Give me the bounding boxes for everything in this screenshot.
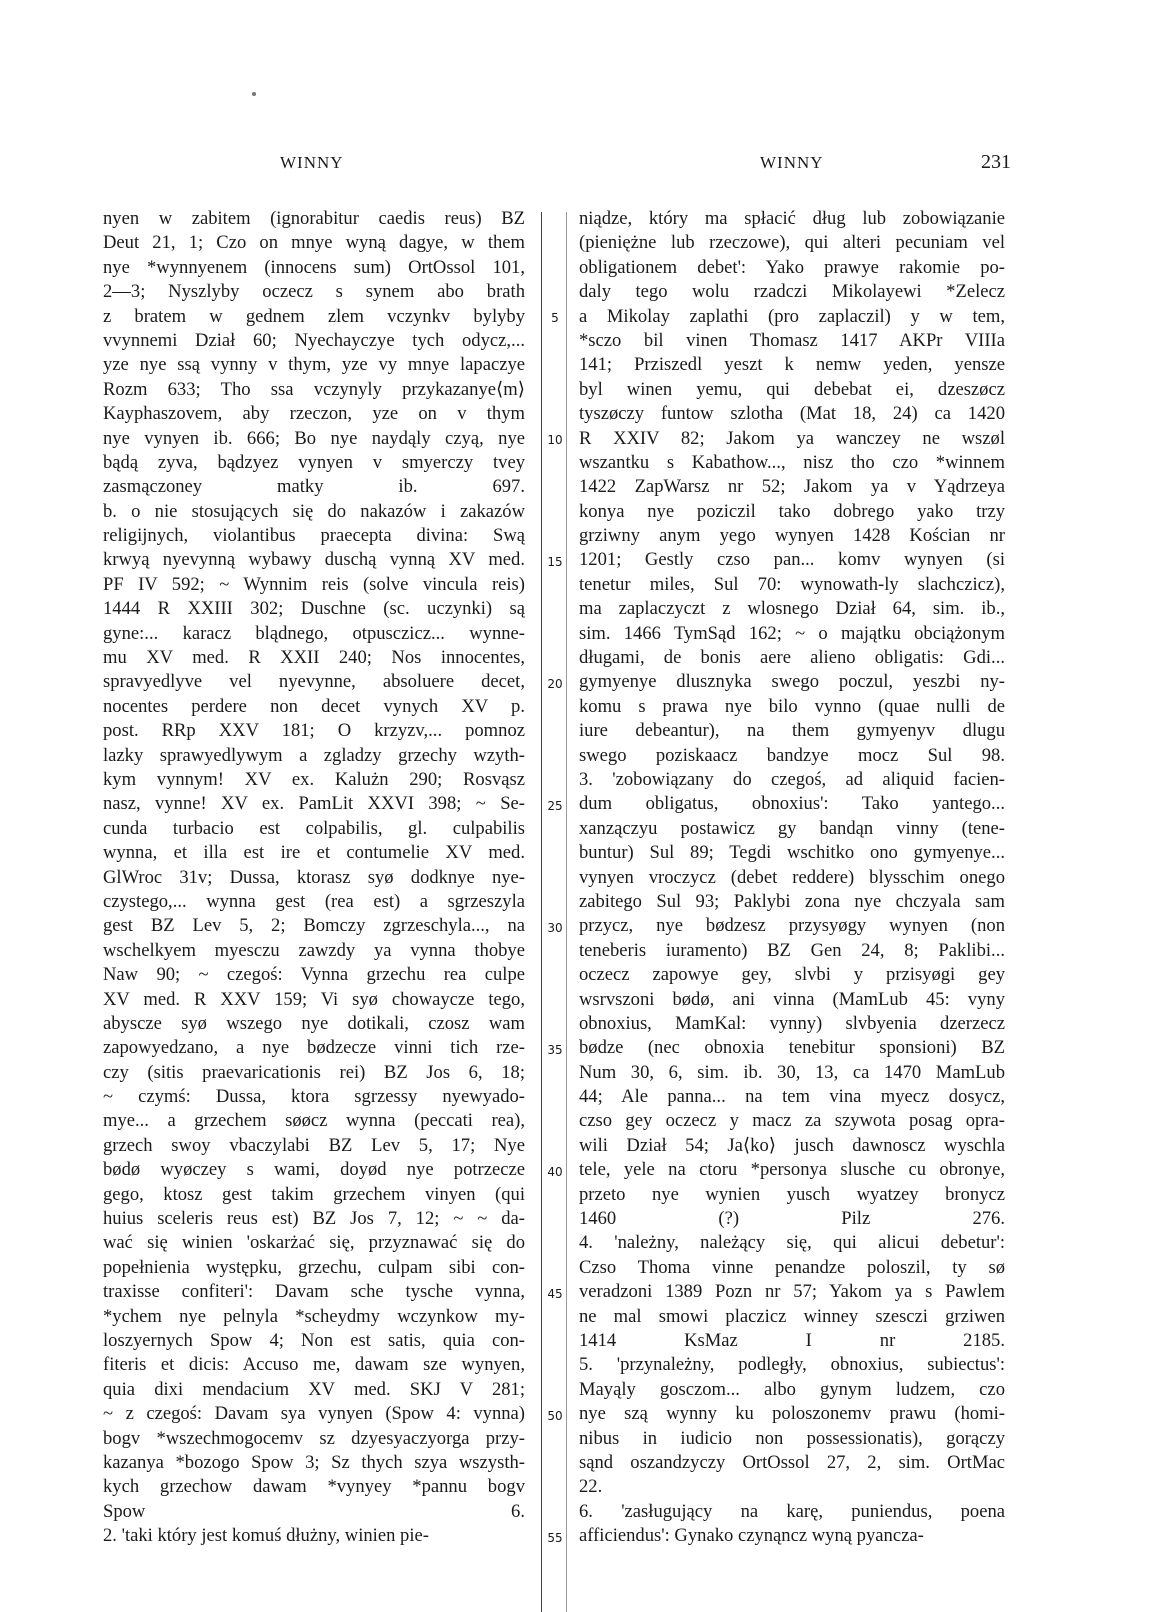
right-column-line: wsrvszoni bødø, ani vinna (MamLub 45: vyny <box>579 988 1005 1010</box>
left-column-line: gego, ktosz gest takim grzechem vinyen (qui <box>103 1183 525 1205</box>
left-column-line: bądą zyva, bądzyez vynyen v smyerczy tvey <box>103 451 525 473</box>
left-column-line: nyen w zabitem (ignorabitur caedis reus) BZ <box>103 208 525 229</box>
right-column-line: 1422 ZapWarsz nr 52; Jakom ya v Yądrzeya <box>579 476 1005 498</box>
line-number: 20 <box>547 676 563 691</box>
left-column-line: zapowyedzano, a nye bødzecze vinni tich rze- <box>103 1037 525 1059</box>
left-column-line: 2—3; Nyszlyby oczecz s synem abo brath <box>103 281 525 303</box>
left-column-line: religijnych, violantibus praecepta divina: Swą <box>103 525 525 547</box>
right-column-line: byl winen yemu, qui debebat ei, dzeszøcz <box>579 378 1005 400</box>
right-column-line: komu s prawa nye bilo vynno (quae nulli de <box>579 695 1005 717</box>
right-column-line: gymyenye dlusznyka swego poczul, yeszbi ny- <box>579 671 1005 693</box>
left-column-line: XV med. R XXV 159; Vi syø chowaycze tego, <box>103 988 525 1010</box>
right-column-line: tele, yele na ctoru *personya slusche cu obronye, <box>579 1159 1005 1181</box>
line-number: 35 <box>547 1042 563 1057</box>
left-column-line: gest BZ Lev 5, 2; Bomczy zgrzeschyla..., na <box>103 915 525 937</box>
right-column-line: 1201; Gestly czso pan... komv wynyen (si <box>579 549 1005 571</box>
running-header-left: WINNY <box>280 153 344 172</box>
right-column-line: 22. <box>579 1476 603 1498</box>
left-column <box>103 207 525 1548</box>
left-column-line: bødø wyøczey s wami, doyød nye potrzecze <box>103 1159 525 1181</box>
line-number: 15 <box>547 554 563 569</box>
running-header-right: WINNY <box>760 153 824 172</box>
right-column-line: ma zaplaczyczt z wlosnego Dział 64, sim. ib., <box>579 598 1005 620</box>
left-column-line: Deut 21, 1; Czo on mnye wyną dagye, w them <box>103 232 525 254</box>
right-column-line: daly tego wolu rzadczi Mikolayewi *Zelecz <box>579 281 1005 303</box>
left-column-line: GlWroc 31v; Dussa, ktorasz syø dodknye nye- <box>103 866 525 888</box>
right-column-line: Num 30, 6, sim. ib. 30, 13, ca 1470 MamLub <box>579 1061 1005 1083</box>
right-column-line: obnoxius, MamKal: vynny) slvbyenia dzerzecz <box>579 1012 1005 1034</box>
right-column-line: 141; Prziszedl yeszt k nemw yeden, yensze <box>579 354 1005 376</box>
right-column-line: dum obligatus, obnoxius': Tako yantego... <box>579 793 1005 815</box>
left-column-line: bogv *wszechmogocemv sz dzyesyaczyorga przy- <box>103 1427 525 1449</box>
right-column-line: 3. 'zobowiązany do czegoś, ad aliquid facien- <box>579 768 1005 790</box>
right-column-line: swego poziskaacz bandzye mocz Sul 98. <box>579 744 1005 766</box>
left-column-line: yze nye ssą vynny v thym, yze vy mnye lapaczye <box>103 354 525 376</box>
left-column-line: huius sceleris reus est) BZ Jos 7, 12; ~ ~ da- <box>103 1208 525 1230</box>
left-column-line: traxisse confiteri': Davam sche tysche vynna, <box>103 1281 525 1303</box>
line-number: 40 <box>547 1164 563 1179</box>
right-column <box>579 207 1005 1548</box>
right-column-line: 6. 'zasługujący na karę, puniendus, poena <box>579 1500 1005 1522</box>
column-divider-secondary <box>566 212 567 1612</box>
line-number: 25 <box>547 798 563 813</box>
right-column-line: xanzączyu postawicz gy bandąn vinny (tene- <box>579 817 1005 839</box>
right-column-line: tenetur miles, Sul 70: wynowath-ly slachczicz), <box>579 573 1005 595</box>
left-column-line: krwyą nyevynną wybawy duschą vynną XV med. <box>103 549 525 571</box>
right-column-line: R XXIV 82; Jakom ya wanczey ne wszøl <box>579 427 1005 449</box>
right-column-line: tyszøczy funtow szlotha (Mat 18, 24) ca 1420 <box>579 403 1005 425</box>
left-column-line: gyne:... karacz blądnego, otpusczicz... wynne- <box>103 622 525 644</box>
right-column-line: Czso Thoma vinne penandze poloszil, ty sø <box>579 1256 1005 1278</box>
right-column-line: 1460 (?) Pilz 276. <box>579 1208 1005 1230</box>
left-column-line: loszyernych Spow 4; Non est satis, quia con- <box>103 1329 525 1351</box>
line-number: 55 <box>547 1530 563 1545</box>
left-column-line: 2. 'taki który jest komuś dłużny, winien pie- <box>103 1525 429 1547</box>
right-column-line: *sczo bil vinen Thomasz 1417 AKPr VIIIa <box>579 329 1005 351</box>
left-column-line: nye *wynnyenem (innocens sum) OrtOssol 101, <box>103 256 525 278</box>
right-column-line: długami, de bonis aere alieno obligatis: Gdi... <box>579 647 1005 669</box>
right-column-line: 4. 'należny, należący się, qui alicui debetur': <box>579 1232 1005 1254</box>
right-column-line: (pieniężne lub rzeczowe), qui alteri pecuniam vel <box>579 232 1005 254</box>
right-column-line: nye szą wynny ku poloszonemv prawu (homi- <box>579 1403 1005 1425</box>
left-column-line: b. o nie stosujących się do nakazów i zakazów <box>103 500 525 522</box>
right-column-line: niądze, który ma spłacić dług lub zobowiązanie <box>579 208 1005 229</box>
left-column-line: grzech swoy vbaczylabi BZ Lev 5, 17; Nye <box>103 1134 525 1156</box>
right-column-line: wili Dział 54; Ja⟨ko⟩ jusch dawnoscz wyschla <box>579 1134 1005 1156</box>
left-column-line: Rozm 633; Tho ssa vczynyly przykazanye⟨m⟩ <box>103 378 525 400</box>
column-divider <box>541 212 542 1612</box>
right-column-line: konya nye poziczil tako dobrego yako trzy <box>579 500 1005 522</box>
right-column-line: buntur) Sul 89; Tegdi wschitko ono gymyenye... <box>579 842 1005 864</box>
left-column-line: *ychem nye pelnyla *scheydmy wczynkow my- <box>103 1305 525 1327</box>
right-column-line: vynyen vroczycz (debet reddere) blysschim onego <box>579 866 1005 888</box>
left-column-line: kazanya *bozogo Spow 3; Sz thych szya wszysth- <box>103 1451 525 1473</box>
left-column-line: post. RRp XXV 181; O krzyzv,... pomnoz <box>103 720 525 742</box>
left-column-line: wynna, et illa est ire et contumelie XV med. <box>103 842 525 864</box>
right-column-line: bødze (nec obnoxia tenebitur sponsioni) BZ <box>579 1037 1005 1059</box>
left-column-line: PF IV 592; ~ Wynnim reis (solve vincula reis) <box>103 573 525 595</box>
right-column-line: teneberis iuramento) BZ Gen 24, 8; Paklibi... <box>579 939 1005 961</box>
right-column-line: iure debeantur), na them gymyenyv dlugu <box>579 720 1005 742</box>
right-column-line: grziwny anym yego wynyen 1428 Kościan nr <box>579 525 1005 547</box>
right-column-line: Mayąly gosczom... albo gynym ludzem, czo <box>579 1378 1005 1400</box>
right-column-line: a Mikolay zaplathi (pro zaplaczil) y w tem, <box>579 305 1005 327</box>
left-column-line: ~ z czegoś: Davam sya vynyen (Spow 4: vynna) <box>103 1403 525 1425</box>
left-column-line: ~ czymś: Dussa, ktora sgrzessy nyewyado- <box>103 1086 525 1108</box>
left-column-line: 1444 R XXIII 302; Duschne (sc. uczynki) są <box>103 598 525 620</box>
right-column-line: przycz, nye bødzesz przysyøgy wynyen (non <box>579 915 1005 937</box>
right-column-line: 1414 KsMaz I nr 2185. <box>579 1329 1005 1351</box>
left-column-line: Naw 90; ~ czegoś: Vynna grzechu rea culpe <box>103 964 525 986</box>
left-column-line: kych grzechow dawam *vynyey *pannu bogv <box>103 1476 525 1498</box>
left-column-line: nye vynyen ib. 666; Bo nye naydąly czyą, nye <box>103 427 525 449</box>
page-number: 231 <box>981 151 1011 173</box>
right-column-line: oczecz zapowye gey, slvbi y przisyøgi gey <box>579 964 1005 986</box>
left-column-line: quia dixi mendacium XV med. SKJ V 281; <box>103 1378 525 1400</box>
scan-speck <box>252 92 256 96</box>
right-column-line: 44; Ale panna... na tem vina myecz dosycz, <box>579 1086 1005 1108</box>
line-number: 10 <box>547 432 563 447</box>
right-column-line: ne mal smowi placzicz winney szesczi grziwen <box>579 1305 1005 1327</box>
right-column-line: czso gey oczecz y macz za szywota posag opra- <box>579 1110 1005 1132</box>
left-column-line: wać się winien 'oskarżać się, przyznawać się do <box>103 1232 525 1254</box>
right-column-line: obligationem debet': Yako prawye rakomie po- <box>579 256 1005 278</box>
left-column-line: abyscze syø wszego nye dotikali, czosz wam <box>103 1012 525 1034</box>
right-column-line: wszantku s Kabathow..., nisz tho czo *winnem <box>579 451 1005 473</box>
right-column-line: sąnd oszandzyczy OrtOssol 27, 2, sim. OrtMac <box>579 1451 1005 1473</box>
right-column-line: zabitego Sul 93; Paklybi zona nye chczyala sam <box>579 890 1005 912</box>
left-column-line: popełnienia występku, grzechu, culpam sibi con- <box>103 1256 525 1278</box>
right-column-line: afficiendus': Gynako czynąncz wyną pyancza- <box>579 1525 924 1547</box>
left-column-line: mye... a grzechem søøcz wynna (peccati rea), <box>103 1110 525 1132</box>
left-column-line: nocentes perdere non decet vynych XV p. <box>103 695 525 717</box>
left-column-line: czy (sitis praevaricationis rei) BZ Jos 6, 18; <box>103 1061 525 1083</box>
left-column-line: mu XV med. R XXII 240; Nos innocentes, <box>103 647 525 669</box>
line-number: 30 <box>547 920 563 935</box>
left-column-line: vvynnemi Dział 60; Nyechayczye tych odycz,... <box>103 329 525 351</box>
left-column-line: Kayphaszovem, aby rzeczon, yze on v thym <box>103 403 525 425</box>
line-number: 5 <box>551 310 559 325</box>
left-column-line: kym vynnym! XV ex. Kalużn 290; Rosvąsz <box>103 768 525 790</box>
left-column-line: nasz, vynne! XV ex. PamLit XXVI 398; ~ Se- <box>103 793 525 815</box>
left-column-line: wschelkyem myesczu zawzdy ya vynna thobye <box>103 939 525 961</box>
left-column-line: z bratem w gednem zlem vczynkv bylyby <box>103 305 525 327</box>
right-column-line: nibus in iudicio non possessionatis), gorączy <box>579 1427 1005 1449</box>
right-column-line: 5. 'przynależny, podległy, obnoxius, subiectus': <box>579 1354 1005 1376</box>
right-column-line: przeto nye wynien yusch wyatzey bronycz <box>579 1183 1005 1205</box>
line-number: 50 <box>547 1408 563 1423</box>
left-column-line: fiteris et dicis: Accuso me, dawam sze wynyen, <box>103 1354 525 1376</box>
left-column-line: spravyedlyve vel nyevynne, absoluere decet, <box>103 671 525 693</box>
line-number: 45 <box>547 1286 563 1301</box>
right-column-line: veradzoni 1389 Pozn nr 57; Yakom ya s Pawlem <box>579 1281 1005 1303</box>
left-column-line: czystego,... wynna gest (rea est) a sgrzeszyla <box>103 890 525 912</box>
left-column-line: cunda turbacio est colpabilis, gl. culpabilis <box>103 817 525 839</box>
left-column-line: Spow 6. <box>103 1500 525 1522</box>
right-column-line: sim. 1466 TymSąd 162; ~ o majątku obciążonym <box>579 622 1005 644</box>
left-column-line: zasmączoney matky ib. 697. <box>103 476 525 498</box>
left-column-line: lazky sprawyedlywym a zgladzy grzechy wzyth- <box>103 744 525 766</box>
